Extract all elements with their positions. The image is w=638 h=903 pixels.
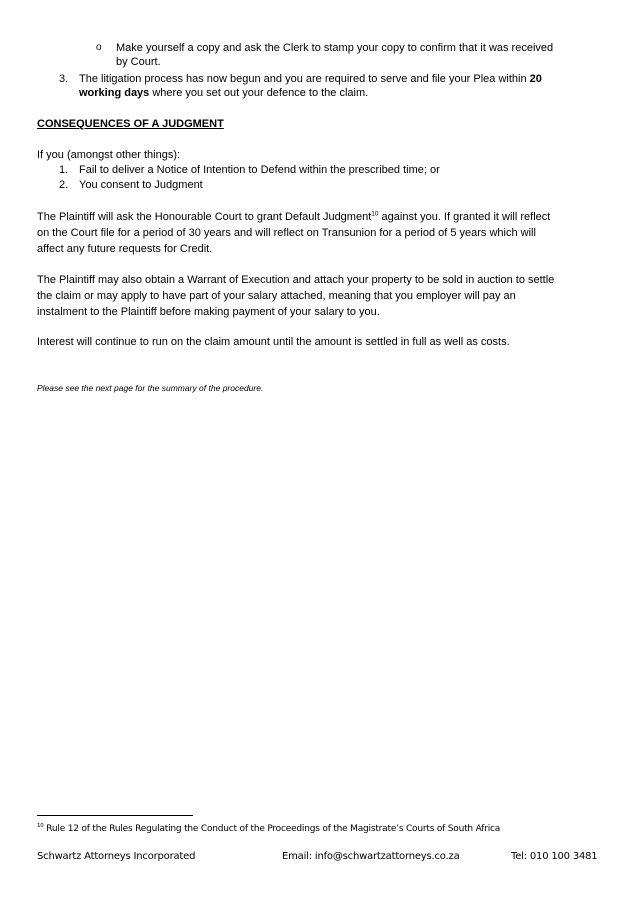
bullet-line-1: Make yourself a copy and ask the Clerk to stamp your copy to confirm that it was received — [116, 42, 554, 54]
item-3-text: The litigation process has now begun and you are required to serve and file your Plea within — [79, 73, 530, 85]
footer-email: Email: info@schwartzattorneys.co.za — [282, 851, 460, 862]
footnote-number: 10 — [37, 823, 44, 829]
procedure-note: Please see the next page for the summary of the procedure. — [37, 383, 264, 393]
footnote — [37, 824, 500, 834]
paragraph-3: Interest will continue to run on the claim amount until the amount is settled in full as well as costs. — [37, 336, 510, 348]
paragraph-1-text-post: against you. If granted it will reflect — [378, 211, 551, 223]
list-item-1-number: 1. — [59, 164, 69, 176]
section-intro: If you (amongst other things): — [37, 149, 181, 161]
item-3-working-days: working days — [79, 87, 150, 99]
footer-company: Schwartz Attorneys Incorporated — [37, 851, 196, 862]
footnote-ref: 10 — [371, 210, 379, 218]
list-item-1-text: Fail to deliver a Notice of Intention to Defend within the prescribed time; or — [79, 164, 440, 176]
item-3-line-1 — [79, 72, 542, 86]
section-title: CONSEQUENCES OF A JUDGMENT — [37, 118, 224, 130]
footnote-divider — [37, 815, 193, 816]
item-3-number: 3. — [59, 73, 69, 85]
item-3-days-number: 20 — [529, 73, 542, 85]
list-item-2-number: 2. — [59, 179, 69, 191]
bullet-line-2: by Court. — [116, 56, 161, 68]
paragraph-2-line-2: the claim or may apply to have part of your salary attached, meaning that you employer will pay an — [37, 290, 516, 302]
footer-tel: Tel: 010 100 3481 — [511, 851, 598, 862]
bullet-marker: o — [96, 42, 102, 53]
paragraph-2-line-1: The Plaintiff may also obtain a Warrant of Execution and attach your property to be sold in auction to settle — [37, 274, 555, 286]
list-item-2-text: You consent to Judgment — [79, 179, 203, 191]
paragraph-1-line-2: on the Court file for a period of 30 years and will reflect on Transunion for a period of 5 years which will — [37, 227, 536, 239]
item-3-text-rest: where you set out your defence to the claim. — [149, 87, 369, 99]
paragraph-1-text: The Plaintiff will ask the Honourable Court to grant Default Judgment — [37, 211, 372, 223]
footnote-text: Rule 12 of the Rules Regulating the Conduct of the Proceedings of the Magistrate’s Courts of South Africa — [43, 824, 501, 834]
paragraph-2-line-3: instalment to the Plaintiff before making payment of your salary to you. — [37, 306, 380, 318]
item-3-line-2 — [79, 86, 368, 100]
paragraph-1-line-3: affect any future requests for Credit. — [37, 243, 213, 255]
paragraph-1-line-1 — [37, 210, 550, 224]
